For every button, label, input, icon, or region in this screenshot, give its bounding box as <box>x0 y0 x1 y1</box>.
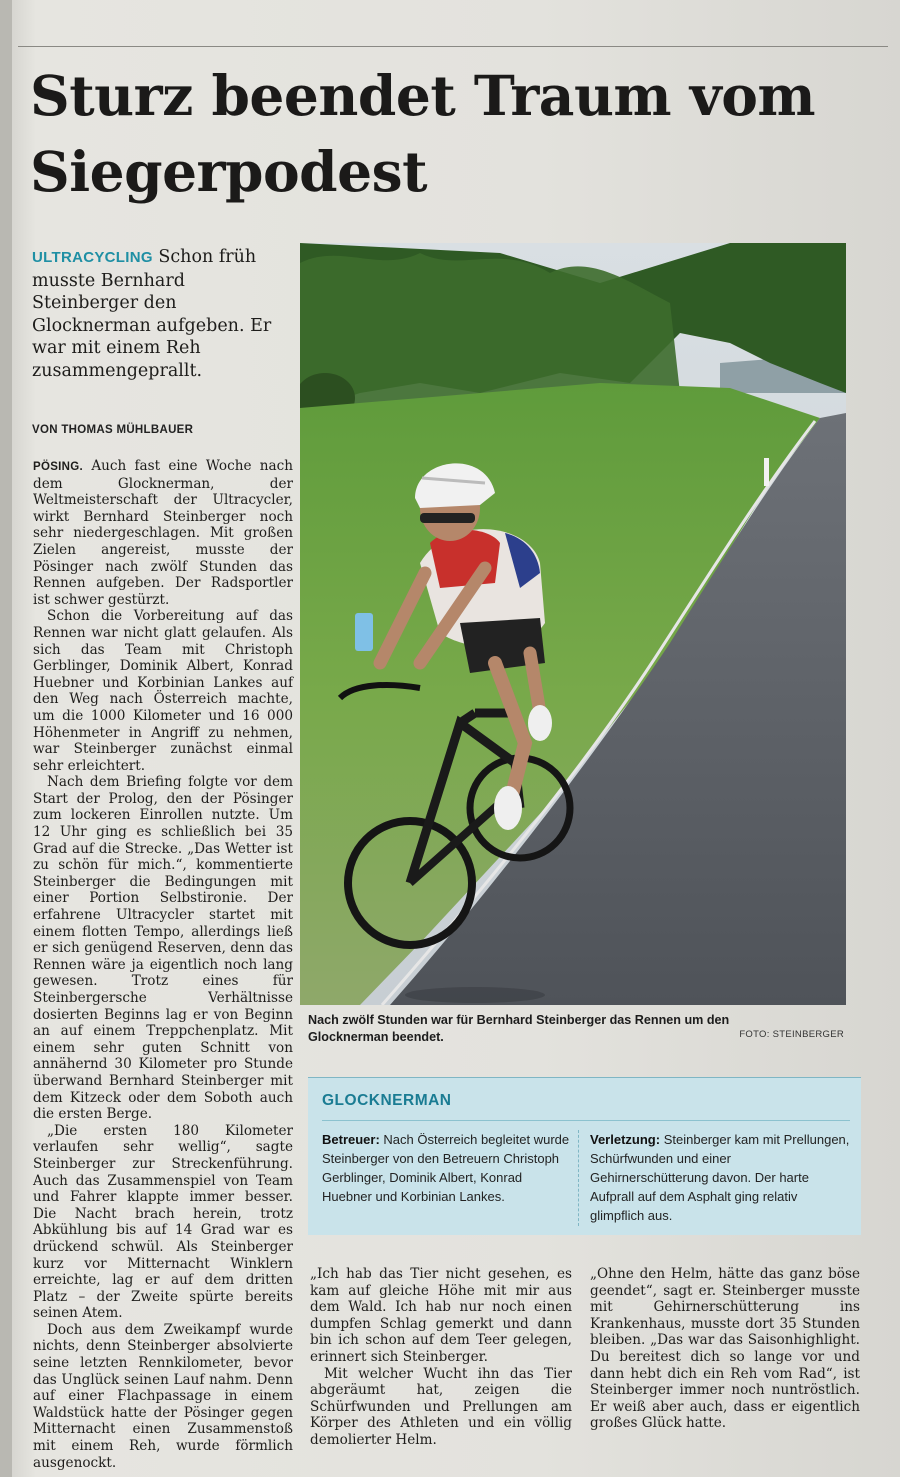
lead-text: Schon früh musste Bernhard Steinberger den Glocknerman aufgeben. Er war mit einem Reh zusammengeprallt. <box>32 247 272 381</box>
info-box <box>308 1077 861 1235</box>
byline: VON THOMAS MÜHLBAUER <box>32 424 194 436</box>
info-box-divider <box>578 1130 579 1226</box>
article-paragraph: „Ohne den Helm, hätte das ganz böse geendet“, sagt er. Steinberger musste mit Gehirnerschütterung ins Krankenhaus, musste dort 35 Stunden bleiben. „Das war das Saisonhighlight. Du bereitest dich so lange vor und dann hebt dich ein Reh vom Rad“, ist Steinberger immer noch nuntröstlich. Er weiß aber auch, dass er eigentlich großes Glück hatte. <box>590 1266 860 1432</box>
cyclist-photo <box>300 243 846 1005</box>
info-left-label: Betreuer: <box>322 1132 380 1147</box>
article-paragraph: Nach dem Briefing folgte vor dem Start der Prolog, den der Pösinger zum lockeren Einrollen nutzte. Um 12 Uhr ging es schließlich bei 35 Grad auf die Strecke. „Das Wetter ist zu schön für mich.“, kommentierte Steinberger die Bedingungen mit einer Portion Selbstironie. Der erfahrene Ultracycler startet mit einem flotten Tempo, allerdings ließ er sich genügend Reserven, denn das Rennen wäre ja eigentlich noch lang gewesen. Trotz eines für Steinbergersche Verhältnisse dosierten Beginns lag er von Beginn an auf einem Treppchenplatz. Mit einem sehr guten Schnitt von annähernd 30 Kilometer pro Stunde überwand Bernhard Steinberger mit dem Kitzeck oder dem Soboth auch die ersten Berge. <box>33 774 293 1123</box>
article-paragraph: Mit welcher Wucht ihn das Tier abgeräumt hat, zeigen die Schürfwunden und Prellungen am Körper des Athleten und ein völlig demolierter Helm. <box>310 1365 572 1448</box>
lead-kicker: ULTRACYCLING <box>32 249 153 266</box>
article-column-3 <box>590 1266 860 1432</box>
info-right-label: Verletzung: <box>590 1132 661 1147</box>
info-box-rule <box>322 1120 850 1121</box>
article-column-1 <box>33 458 293 1471</box>
top-rule <box>18 46 888 47</box>
article-paragraph: Doch aus dem Zweikampf wurde nichts, denn Steinberger absolvierte seine letzten Rennkilometer, bevor das Unglück seinen Lauf nahm. Denn auf einer Flachpassage in einem Waldstück hatte der Pösinger gegen Mitternacht einen Zusammenstoß mit einem Reh, wurde förmlich ausgenockt. <box>33 1321 293 1471</box>
info-box-title: GLOCKNERMAN <box>322 1092 452 1109</box>
page-edge <box>0 0 12 1477</box>
info-box-right <box>590 1130 850 1225</box>
dateline: PÖSING. <box>33 461 84 473</box>
lead-paragraph <box>32 246 294 382</box>
paragraph-1-text: Auch fast eine Woche nach dem Glocknerman, der Weltmeisterschaft der Ultracycler, wirkt Bernhard Steinberger noch sehr niedergeschlagen. Mit großen Zielen angereist, musste der Pösinger nach zwölf Stunden das Rennen aufgeben. Der Radsportler ist schwer gestürzt. <box>33 458 293 608</box>
photo-credit: FOTO: STEINBERGER <box>739 1029 844 1040</box>
article-paragraph: Schon die Vorbereitung auf das Rennen war nicht glatt gelaufen. Als sich das Team mit Christoph Gerblinger, Dominik Albert, Konrad Huebner und Korbinian Lankes auf den Weg nach Österreich machte, um die 1000 Kilometer und 16 000 Höhenmeter in Angriff zu nehmen, war Steinberger zunächst einmal sehr erleichtert. <box>33 608 293 774</box>
cyclist-photo-illustration <box>300 243 846 1005</box>
photo-caption: Nach zwölf Stunden war für Bernhard Steinberger das Rennen um den Glocknerman beendet. <box>308 1013 730 1044</box>
article-paragraph <box>33 458 293 608</box>
headline: Sturz beendet Traum vom Siegerpodest <box>30 63 816 204</box>
info-box-left <box>322 1130 574 1206</box>
article-paragraph: „Ich hab das Tier nicht gesehen, es kam auf gleiche Höhe mit mir aus dem Wald. Ich hab nur noch einen dumpfen Schlag gemerkt und dann bin ich schon auf dem Teer gelegen, erinnert sich Steinberger. <box>310 1266 572 1365</box>
article-column-2 <box>310 1266 572 1449</box>
article-paragraph: „Die ersten 180 Kilometer verlaufen sehr wellig“, sagte Steinberger zur Streckenführung. Auch das Zusammenspiel von Team und Fahrer klappte immer besser. Die Nacht brach herein, trotz Abkühlung bis auf 14 Grad war es drückend schwül. Als Steinberger kurz vor Mitternacht Winklern erreichte, lag er auf dem dritten Platz – der Zweite spürte bereits seinen Atem. <box>33 1122 293 1322</box>
info-right-text: Steinberger kam mit Prellungen, Schürfwunden und einer Gehirnerschütterung davon. Der harte Aufprall auf dem Asphalt ging relativ glimpflich aus. <box>590 1132 850 1223</box>
info-left-text: Nach Österreich begleitet wurde Steinberger von den Betreuern Christoph Gerblinger, Dominik Albert, Konrad Huebner und Korbinian Lankes. <box>322 1132 570 1204</box>
